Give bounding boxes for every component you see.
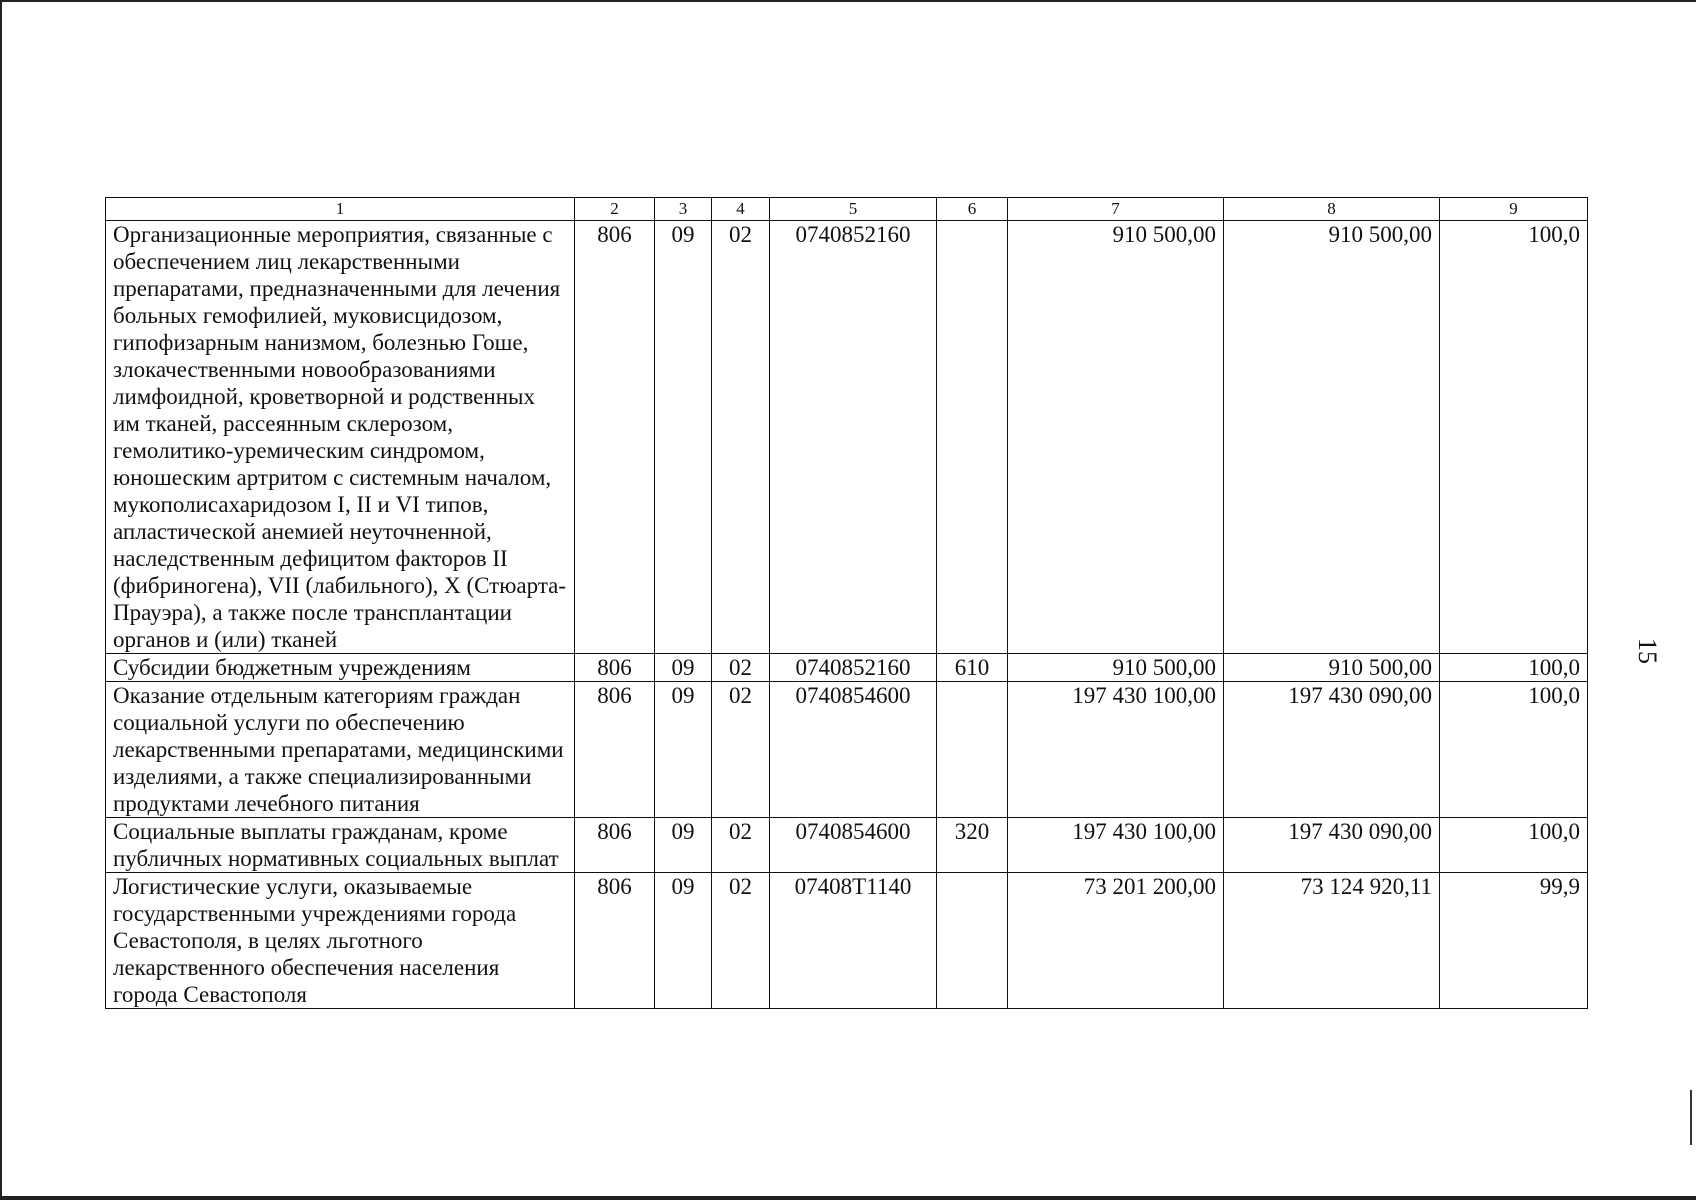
header-col-5: 5: [770, 198, 937, 221]
cell-col-5: 0740852160: [770, 221, 937, 654]
cell-col-7: 73 201 200,00: [1008, 873, 1224, 1009]
page-number: 15: [1633, 638, 1662, 664]
cell-col-5: 0740854600: [770, 682, 937, 818]
cell-col-2: 806: [575, 221, 655, 654]
cell-col-4: 02: [712, 682, 770, 818]
cell-col-6: [937, 221, 1008, 654]
row-name: Социальные выплаты гражданам, кроме публичных нормативных социальных выплат: [106, 818, 575, 873]
cell-col-4: 02: [712, 873, 770, 1009]
cell-col-4: 02: [712, 818, 770, 873]
cell-col-9: 100,0: [1440, 221, 1588, 654]
cell-col-2: 806: [575, 654, 655, 682]
cell-col-9: 100,0: [1440, 682, 1588, 818]
table-row: [106, 221, 1588, 654]
cell-col-6: 610: [937, 654, 1008, 682]
row-name: Логистические услуги, оказываемые государственными учреждениями города Севастополя, в целях льготного лекарственного обеспечения населения города Севастополя: [106, 873, 575, 1009]
cell-col-8: 197 430 090,00: [1224, 682, 1440, 818]
table-row: [106, 818, 1588, 873]
cell-col-9: 100,0: [1440, 654, 1588, 682]
header-row: [106, 198, 1588, 221]
table-row: [106, 654, 1588, 682]
header-col-8: 8: [1224, 198, 1440, 221]
header-col-3: 3: [655, 198, 712, 221]
row-name: Организационные мероприятия, связанные с обеспечением лиц лекарственными препаратами, предназначенными для лечения больных гемофилией, муковисцидозом, гипофизарным нанизмом, болезнью Гоше, злокачественными новообразованиями лимфоидной, кроветворной и родственных им тканей, рассеянным склерозом, гемолитико-уремическим синдромом, юношеским артритом с системным началом, мукополисахаридозом I, II и VI типов, апластической анемией неуточненной, наследственным дефицитом факторов II (фибриногена), VII (лабильного), X (Стюарта-Прауэра), а также после трансплантации органов и (или) тканей: [106, 221, 575, 654]
table-row: [106, 682, 1588, 818]
bottom-rule: [0, 1196, 1696, 1198]
table-row: [106, 873, 1588, 1009]
margin-mark: [1690, 1090, 1692, 1145]
header-col-4: 4: [712, 198, 770, 221]
budget-table: [105, 197, 1588, 1009]
cell-col-6: 320: [937, 818, 1008, 873]
cell-col-9: 99,9: [1440, 873, 1588, 1009]
cell-col-5: 0740852160: [770, 654, 937, 682]
cell-col-4: 02: [712, 654, 770, 682]
row-name: Оказание отдельным категориям граждан социальной услуги по обеспечению лекарственными препаратами, медицинскими изделиями, а также специализированными продуктами лечебного питания: [106, 682, 575, 818]
header-col-6: 6: [937, 198, 1008, 221]
cell-col-8: 910 500,00: [1224, 221, 1440, 654]
cell-col-3: 09: [655, 818, 712, 873]
cell-col-6: [937, 873, 1008, 1009]
cell-col-3: 09: [655, 654, 712, 682]
cell-col-9: 100,0: [1440, 818, 1588, 873]
cell-col-3: 09: [655, 873, 712, 1009]
cell-col-3: 09: [655, 682, 712, 818]
cell-col-8: 197 430 090,00: [1224, 818, 1440, 873]
cell-col-7: 910 500,00: [1008, 654, 1224, 682]
cell-col-5: 0740854600: [770, 818, 937, 873]
cell-col-3: 09: [655, 221, 712, 654]
header-col-9: 9: [1440, 198, 1588, 221]
header-col-7: 7: [1008, 198, 1224, 221]
cell-col-8: 910 500,00: [1224, 654, 1440, 682]
cell-col-2: 806: [575, 818, 655, 873]
cell-col-8: 73 124 920,11: [1224, 873, 1440, 1009]
header-col-2: 2: [575, 198, 655, 221]
cell-col-6: [937, 682, 1008, 818]
cell-col-7: 910 500,00: [1008, 221, 1224, 654]
cell-col-2: 806: [575, 682, 655, 818]
cell-col-2: 806: [575, 873, 655, 1009]
cell-col-4: 02: [712, 221, 770, 654]
header-col-1: 1: [106, 198, 575, 221]
cell-col-7: 197 430 100,00: [1008, 818, 1224, 873]
cell-col-5: 07408Т1140: [770, 873, 937, 1009]
row-name: Субсидии бюджетным учреждениям: [106, 654, 575, 682]
cell-col-7: 197 430 100,00: [1008, 682, 1224, 818]
